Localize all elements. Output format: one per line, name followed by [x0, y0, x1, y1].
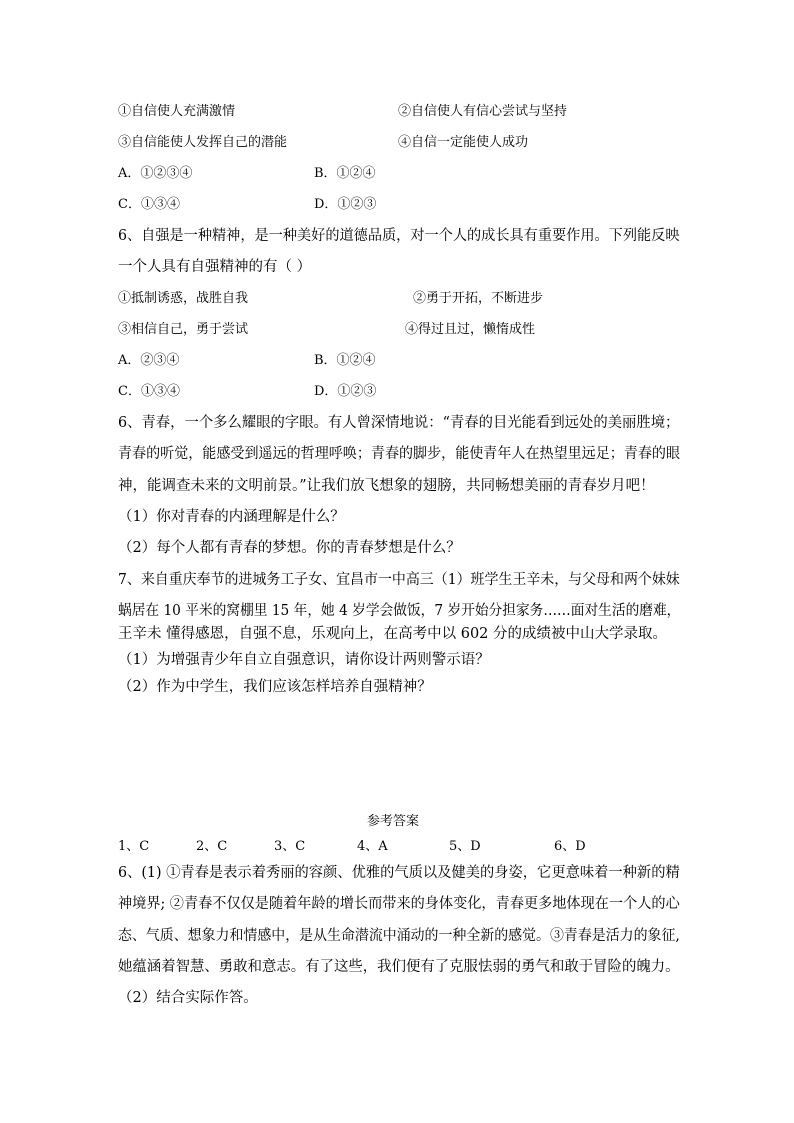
q6a-option-1: ①抵制诱惑，战胜自我	[118, 291, 249, 306]
q5-option-1: ①自信使人充满激情	[118, 104, 236, 119]
q5-option-3: ③自信能使人发挥自己的潜能	[118, 135, 288, 150]
q7-subquestion-1: （1）为增强青少年自立自强意识，请你设计两则警示语？	[118, 652, 490, 668]
q6a-option-4: ④得过且过，懒惰成性	[405, 322, 536, 337]
q6a-option-3: ③相信自己，勇于尝试	[118, 322, 249, 337]
q6a-choice-d: D．①②③	[314, 384, 377, 399]
q7-text-line-1: 7、来自重庆奉节的进城务工子女、宜昌市一中高三（1）班学生王辛未，与父母和两个妹妹	[118, 572, 680, 588]
answer-2: 2、C	[196, 839, 228, 854]
answer-6-line-3: 态、气质、想象力和情感中，是从生命潜流中涌动的一种全新的感觉。③青春是活力的象征,	[118, 928, 680, 944]
answers-title: 参考答案	[367, 814, 420, 829]
q6b-subquestion-2: （2）每个人都有青春的梦想。你的青春梦想是什么？	[118, 540, 461, 556]
q7-text-line-2: 蜗居在 10 平米的窝棚里 15 年，她 4 岁学会做饭，7 岁开始分担家务……面对生活的磨难，	[118, 603, 681, 619]
q5-option-4: ④自信一定能使人成功	[398, 135, 529, 150]
q6a-stem-line-2: 一个人具有自强精神的有（ ）	[118, 259, 312, 275]
q6b-text-line-2: 青春的听觉，能感受到遥远的哲理呼唤；青春的脚步，能使青年人在热望里远足；青春的眼	[118, 446, 681, 462]
q5-option-2: ②自信使人有信心尝试与坚持	[398, 104, 568, 119]
q5-choice-b: B．①②④	[314, 166, 376, 181]
answer-5: 5、D	[449, 839, 481, 854]
q6b-subquestion-1: （1）你对青春的内涵理解是什么？	[118, 509, 345, 525]
answer-4: 4、A	[357, 839, 388, 854]
answer-3: 3、C	[274, 839, 306, 854]
q6a-choice-a: A．②③④	[118, 353, 180, 368]
answer-6-line-4: 她蕴涵着智慧、勇敢和意志。有了这些，我们便有了克服怯弱的勇气和敢于冒险的魄力。	[118, 959, 680, 975]
answer-6-line-2: 神境界; ②青春不仅仅是随着年龄的增长而带来的身体变化，青春更多地体现在一个人的心	[118, 896, 680, 912]
q5-choice-a: A．①②③④	[118, 166, 193, 181]
q6b-text-line-1: 6、青春，一个多么耀眼的字眼。有人曾深情地说：“青春的目光能看到远处的美丽胜境；	[118, 415, 680, 431]
q6a-choice-c: C．①③④	[118, 384, 180, 399]
q7-text-line-3: 王辛未 懂得感恩，自强不息，乐观向上，在高考中以 602 分的成绩被中山大学录取。	[118, 626, 668, 642]
q5-choice-c: C．①③④	[118, 197, 180, 212]
answer-6-subpart-2: （2）结合实际作答。	[118, 990, 258, 1006]
answer-6: 6、D	[554, 839, 586, 854]
q6a-stem-line-1: 6、自强是一种精神，是一种美好的道德品质，对一个人的成长具有重要作用。下列能反映	[118, 228, 680, 244]
q5-choice-d: D．①②③	[314, 197, 377, 212]
q7-subquestion-2: （2）作为中学生，我们应该怎样培养自强精神？	[118, 679, 432, 695]
q6a-choice-b: B．①②④	[314, 353, 376, 368]
answer-6-line-1: 6、(1) ①青春是表示着秀丽的容颜、优雅的气质以及健美的身姿，它更意味着一种新的精	[118, 865, 680, 881]
answer-1: 1、C	[118, 839, 150, 854]
q6a-option-2: ②勇于开拓，不断进步	[413, 291, 544, 306]
q6b-text-line-3: 神，能调查未来的文明前景。”让我们放飞想象的翅膀，共同畅想美丽的青春岁月吧！	[118, 478, 655, 494]
